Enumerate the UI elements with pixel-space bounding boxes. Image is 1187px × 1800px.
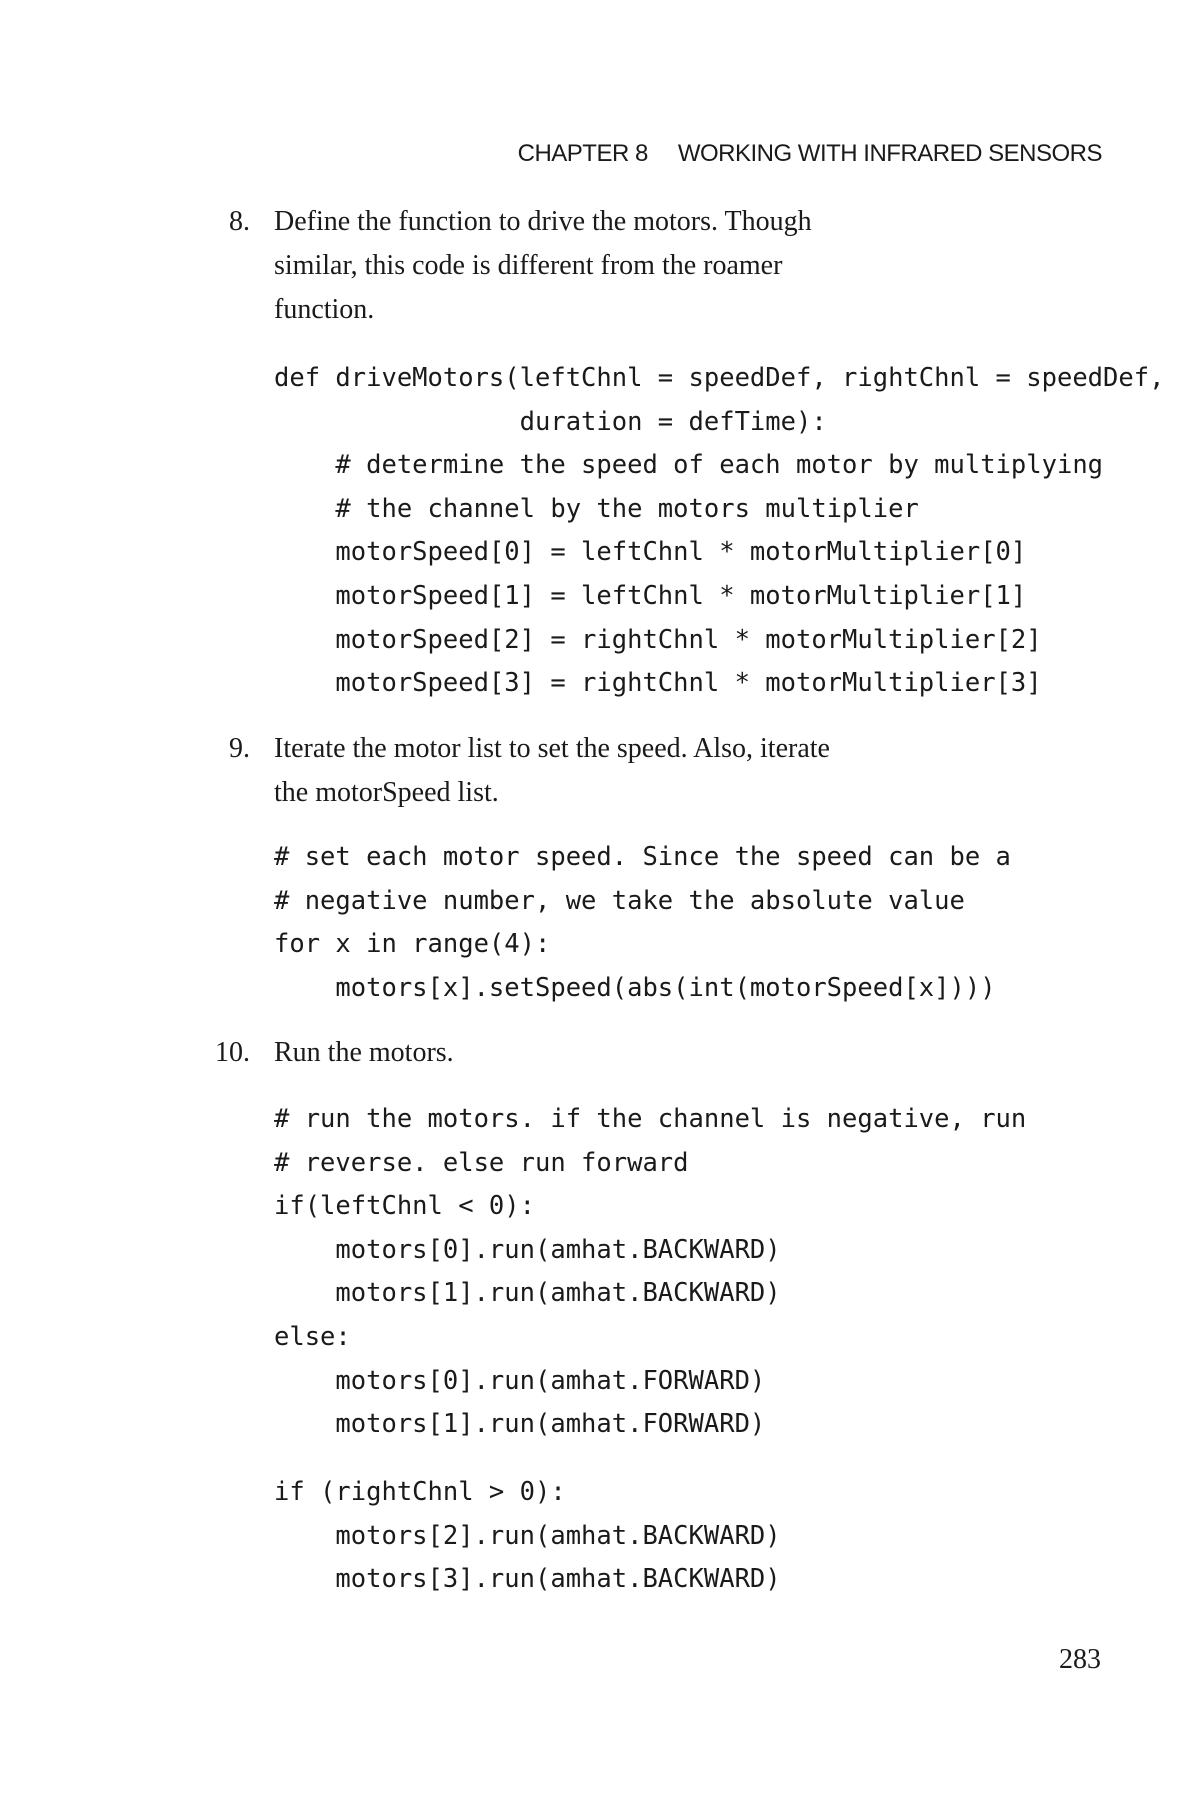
- code-line: motorSpeed[3] = rightChnl * motorMultiplier[3]: [274, 668, 1042, 699]
- code-line: # negative number, we take the absolute value: [274, 885, 965, 916]
- code-line: if (rightChnl > 0):: [274, 1477, 566, 1507]
- code-block: [274, 1471, 781, 1602]
- running-head: [518, 140, 1102, 168]
- code-line: # set each motor speed. Since the speed can be a: [274, 842, 1011, 872]
- step-text-line: the motorSpeed list.: [274, 777, 499, 808]
- code-line: motors[2].run(amhat.BACKWARD): [274, 1520, 781, 1551]
- step-text-line: Iterate the motor list to set the speed. Also, iterate: [274, 733, 830, 764]
- step-number: 8.: [229, 206, 250, 237]
- step-text-line: function.: [274, 294, 375, 325]
- code-line: motors[3].run(amhat.BACKWARD): [274, 1564, 781, 1595]
- code-line: motors[1].run(amhat.FORWARD): [274, 1409, 766, 1440]
- chapter-label: CHAPTER 8: [517, 140, 648, 167]
- step-text: [274, 1031, 914, 1075]
- code-line: motors[0].run(amhat.BACKWARD): [274, 1234, 781, 1265]
- step-text: [274, 727, 914, 815]
- code-line: # reverse. else run forward: [274, 1147, 689, 1178]
- step-number: 9.: [229, 733, 250, 764]
- page-number: 283: [1059, 1644, 1101, 1675]
- code-line: # the channel by the motors multiplier: [274, 493, 919, 524]
- step-text-line: Define the function to drive the motors. Though: [274, 206, 812, 237]
- code-line: motorSpeed[0] = leftChnl * motorMultiplier[0]: [274, 537, 1027, 568]
- code-block: [274, 1098, 1026, 1447]
- code-line: motors[x].setSpeed(abs(int(motorSpeed[x]))): [274, 972, 996, 1003]
- code-line: if(leftChnl < 0):: [274, 1191, 535, 1222]
- code-block: [274, 357, 1164, 706]
- step-text-line: Run the motors.: [274, 1037, 454, 1068]
- code-line: motors[0].run(amhat.FORWARD): [274, 1365, 766, 1396]
- code-line: for x in range(4):: [274, 929, 551, 960]
- code-line: motorSpeed[1] = leftChnl * motorMultiplier[1]: [274, 580, 1027, 611]
- code-line: motors[1].run(amhat.BACKWARD): [274, 1278, 781, 1309]
- code-line: # determine the speed of each motor by multiplying: [274, 450, 1104, 481]
- code-line: motorSpeed[2] = rightChnl * motorMultiplier[2]: [274, 624, 1042, 655]
- code-line: def driveMotors(leftChnl = speedDef, rightChnl = speedDef,: [274, 363, 1165, 393]
- chapter-title: WORKING WITH INFRARED SENSORS: [677, 140, 1102, 167]
- code-line: else:: [274, 1321, 351, 1352]
- code-block: [274, 836, 1011, 1010]
- code-line: duration = defTime):: [274, 406, 827, 437]
- code-line: # run the motors. if the channel is negative, run: [274, 1104, 1027, 1134]
- step-text-line: similar, this code is different from the roamer: [274, 250, 783, 281]
- step-number: 10.: [215, 1037, 250, 1068]
- step-text: [274, 200, 914, 332]
